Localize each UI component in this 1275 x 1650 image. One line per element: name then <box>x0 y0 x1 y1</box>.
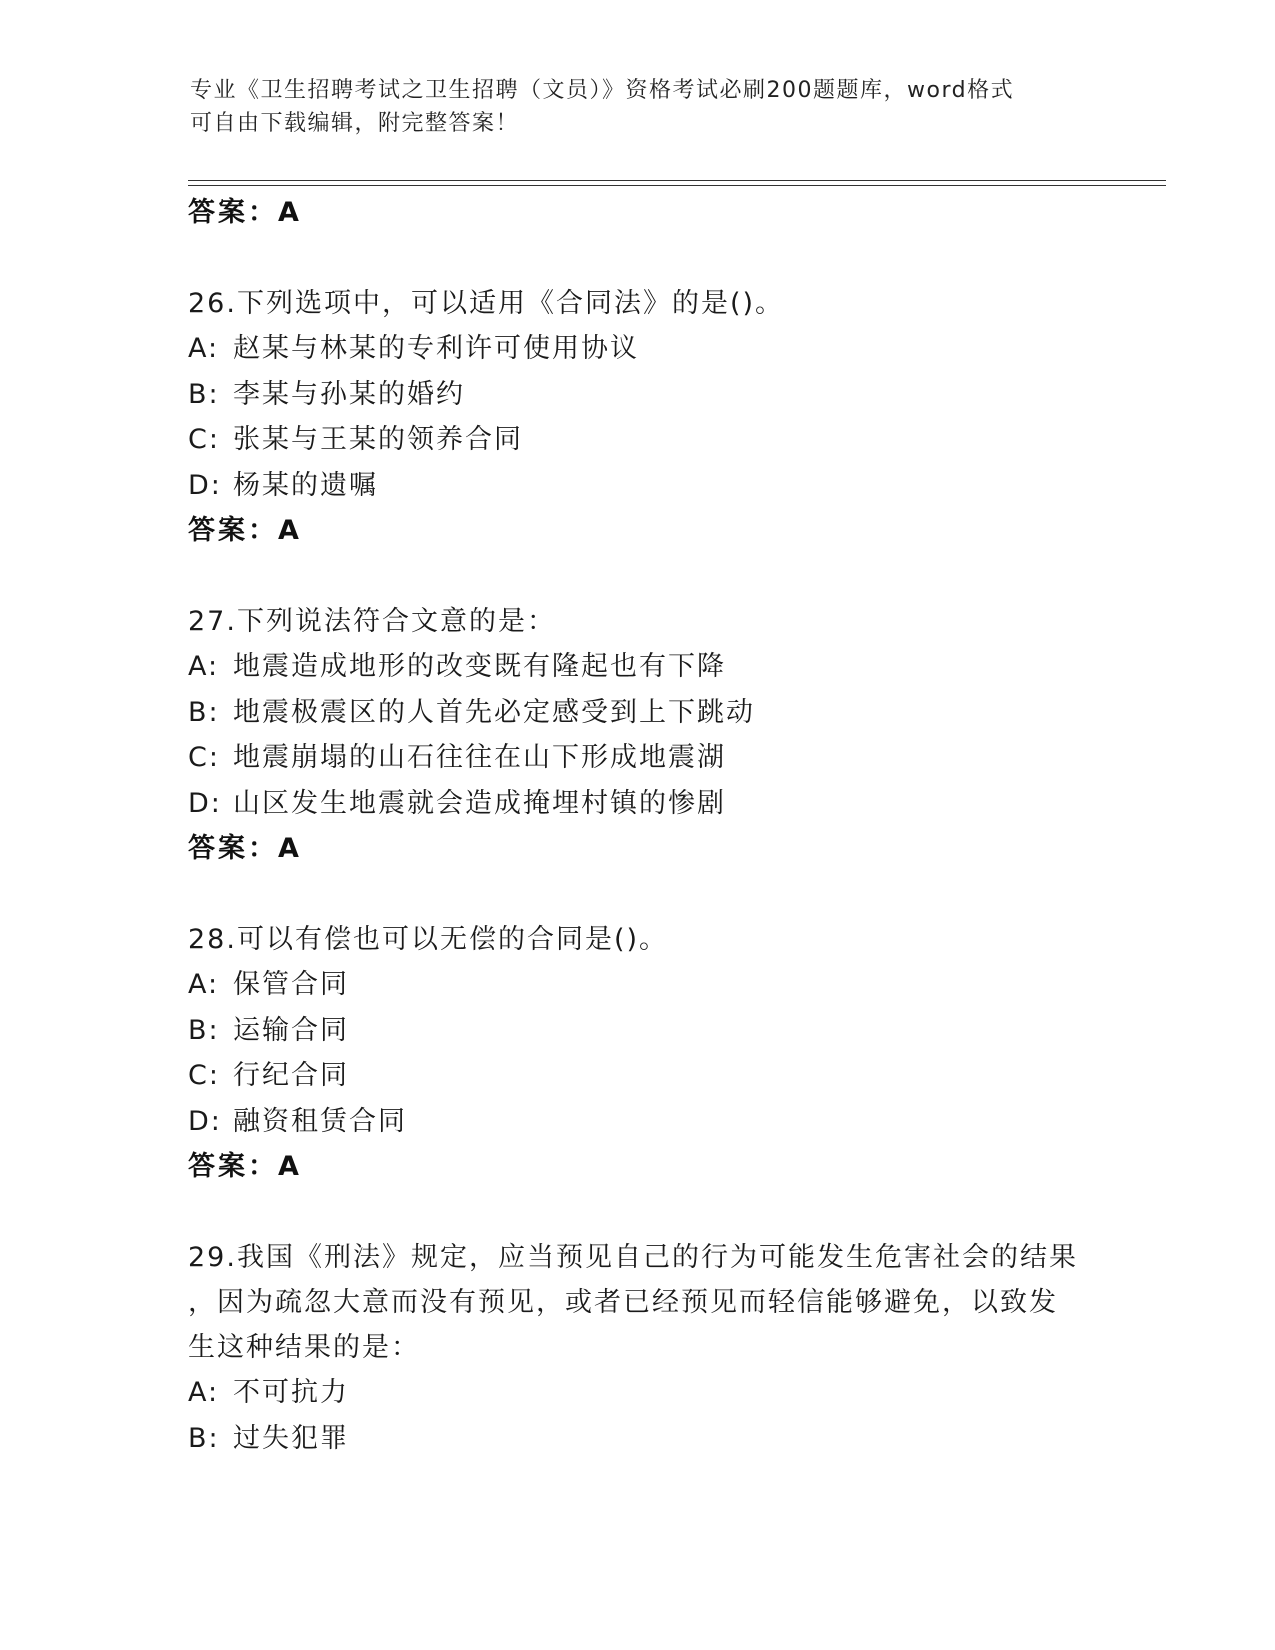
question-text: 26.下列选项中，可以适用《合同法》的是()。 <box>188 288 785 319</box>
answer-line: 答案：A <box>188 515 302 546</box>
option-a <box>188 326 1088 372</box>
option-letter: A: <box>188 333 220 364</box>
option-letter: B: <box>188 1014 220 1046</box>
option-letter: B: <box>188 696 220 728</box>
answer-line: 答案：A <box>188 833 302 864</box>
question-block <box>188 1235 1088 1461</box>
option-letter: D: <box>188 787 222 819</box>
option-a <box>188 1370 1088 1416</box>
option-letter: B: <box>188 378 220 410</box>
option-letter: B: <box>188 1422 220 1454</box>
question-block <box>188 281 1088 553</box>
header-line-1: 专业《卫生招聘考试之卫生招聘（文员）》资格考试必刷200题题库，word格式 <box>190 78 1015 103</box>
option-text: 赵某与林某的专利许可使用协议 <box>233 333 639 364</box>
option-a <box>188 644 1088 690</box>
question-block <box>188 599 1088 871</box>
option-letter: C: <box>188 424 220 455</box>
option-b <box>188 1416 1088 1462</box>
option-letter: A: <box>188 651 220 682</box>
option-text: 不可抗力 <box>233 1377 349 1408</box>
option-d <box>188 781 1088 827</box>
option-c <box>188 1053 1088 1099</box>
question-text: 27.下列说法符合文意的是： <box>188 606 556 637</box>
option-letter: A: <box>188 969 220 1000</box>
option-text: 地震极震区的人首先必定感受到上下跳动 <box>233 696 755 728</box>
question-list <box>188 190 1088 1461</box>
option-letter: D: <box>188 1105 222 1137</box>
option-c <box>188 417 1088 463</box>
option-text: 李某与孙某的婚约 <box>233 378 465 410</box>
question-text: 28.可以有偿也可以无偿的合同是()。 <box>188 924 669 955</box>
option-letter: A: <box>188 1377 220 1408</box>
answer-line: 答案：A <box>188 197 302 228</box>
option-d <box>188 1099 1088 1145</box>
option-letter: C: <box>188 1060 220 1091</box>
option-text: 保管合同 <box>233 969 349 1000</box>
answer-line: 答案：A <box>188 1151 302 1182</box>
question-block <box>188 917 1088 1189</box>
option-text: 山区发生地震就会造成掩埋村镇的惨剧 <box>233 787 726 819</box>
option-b <box>188 690 1088 736</box>
question-text: ，因为疏忽大意而没有预见，或者已经预见而轻信能够避免，以致发 <box>188 1287 1058 1318</box>
option-a <box>188 962 1088 1008</box>
option-text: 张某与王某的领养合同 <box>233 424 523 455</box>
option-c <box>188 735 1088 781</box>
option-text: 运输合同 <box>233 1014 349 1046</box>
header-divider-top <box>188 180 1166 181</box>
document-header <box>190 74 1090 140</box>
header-line-2: 可自由下载编辑，附完整答案！ <box>190 111 520 136</box>
option-letter: D: <box>188 469 222 501</box>
option-text: 行纪合同 <box>233 1060 349 1091</box>
option-text: 杨某的遗嘱 <box>233 469 378 501</box>
question-text: 29.我国《刑法》规定，应当预见自己的行为可能发生危害社会的结果 <box>188 1242 1078 1273</box>
option-text: 过失犯罪 <box>233 1422 349 1454</box>
question-text: 生这种结果的是： <box>188 1332 420 1363</box>
option-d <box>188 463 1088 509</box>
option-letter: C: <box>188 742 220 773</box>
option-b <box>188 1008 1088 1054</box>
option-text: 融资租赁合同 <box>233 1105 407 1137</box>
option-b <box>188 372 1088 418</box>
option-text: 地震崩塌的山石往往在山下形成地震湖 <box>233 742 726 773</box>
option-text: 地震造成地形的改变既有隆起也有下降 <box>233 651 726 682</box>
header-divider-bottom <box>188 185 1166 186</box>
